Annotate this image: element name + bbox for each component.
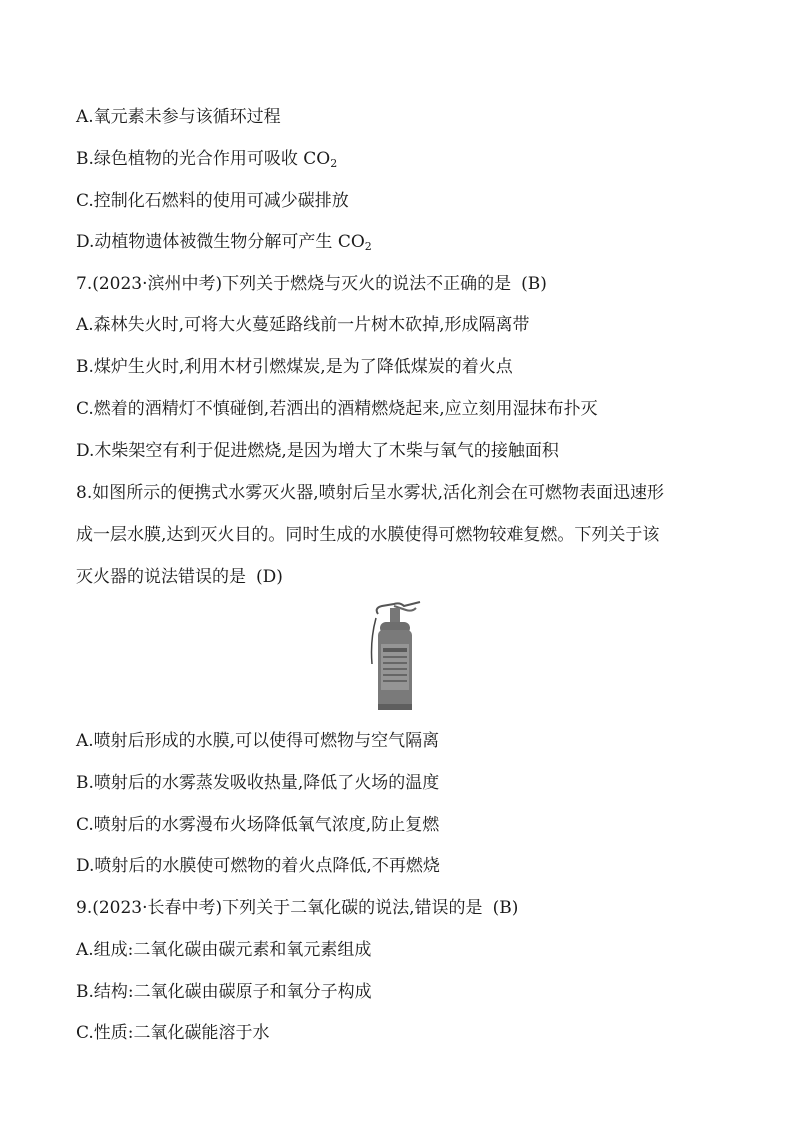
q8-stem-line-3 [76,566,283,588]
q8-option-d: D.喷射后的水膜使可燃物的着火点降低,不再燃烧 [76,856,440,876]
q6-option-b [76,148,337,175]
q6-option-d-text: D.动植物遗体被微生物分解可产生 CO [76,232,365,252]
q7-option-c: C.燃着的酒精灯不慎碰倒,若洒出的酒精燃烧起来,应立刻用湿抹布扑灭 [76,399,598,419]
q8-stem-line-1: 8.如图所示的便携式水雾灭火器,喷射后呈水雾状,活化剂会在可燃物表面迅速形 [76,483,665,503]
q9-option-a: A.组成:二氧化碳由碳元素和氧元素组成 [76,940,372,960]
q9-stem [76,897,518,919]
q8-option-a: A.喷射后形成的水膜,可以使得可燃物与空气隔离 [76,731,440,751]
q7-option-b: B.煤炉生火时,利用木材引燃煤炭,是为了降低煤炭的着火点 [76,357,513,377]
q6-option-d [76,231,372,258]
q8-option-b: B.喷射后的水雾蒸发吸收热量,降低了火场的温度 [76,773,440,793]
fire-extinguisher-image [360,600,428,712]
q6-option-a: A.氧元素未参与该循环过程 [76,107,281,127]
subscript: 2 [364,240,372,253]
q8-stem-line-2: 成一层水膜,达到灭火目的。同时生成的水膜使得可燃物较难复燃。下列关于该 [76,525,660,545]
q9-answer: (B) [492,898,519,918]
q8-stem-text: 灭火器的说法错误的是 [76,567,246,587]
subscript: 2 [330,157,338,170]
q9-option-b: B.结构:二氧化碳由碳原子和氧分子构成 [76,982,372,1002]
q7-stem [76,273,547,295]
q8-answer: (D) [256,567,283,587]
q7-option-d: D.木柴架空有利于促进燃烧,是因为增大了木柴与氧气的接触面积 [76,441,559,461]
q7-answer: (B) [521,274,547,294]
q9-option-c: C.性质:二氧化碳能溶于水 [76,1023,270,1043]
q8-option-c: C.喷射后的水雾漫布火场降低氧气浓度,防止复燃 [76,815,440,835]
q6-option-c: C.控制化石燃料的使用可减少碳排放 [76,191,349,211]
q7-stem-text: 7.(2023·滨州中考)下列关于燃烧与灭火的说法不正确的是 [76,274,512,294]
q9-stem-text: 9.(2023·长春中考)下列关于二氧化碳的说法,错误的是 [76,898,483,918]
q6-option-b-text: B.绿色植物的光合作用可吸收 CO [76,149,331,169]
q7-option-a: A.森林失火时,可将大火蔓延路线前一片树木砍掉,形成隔离带 [76,315,530,335]
